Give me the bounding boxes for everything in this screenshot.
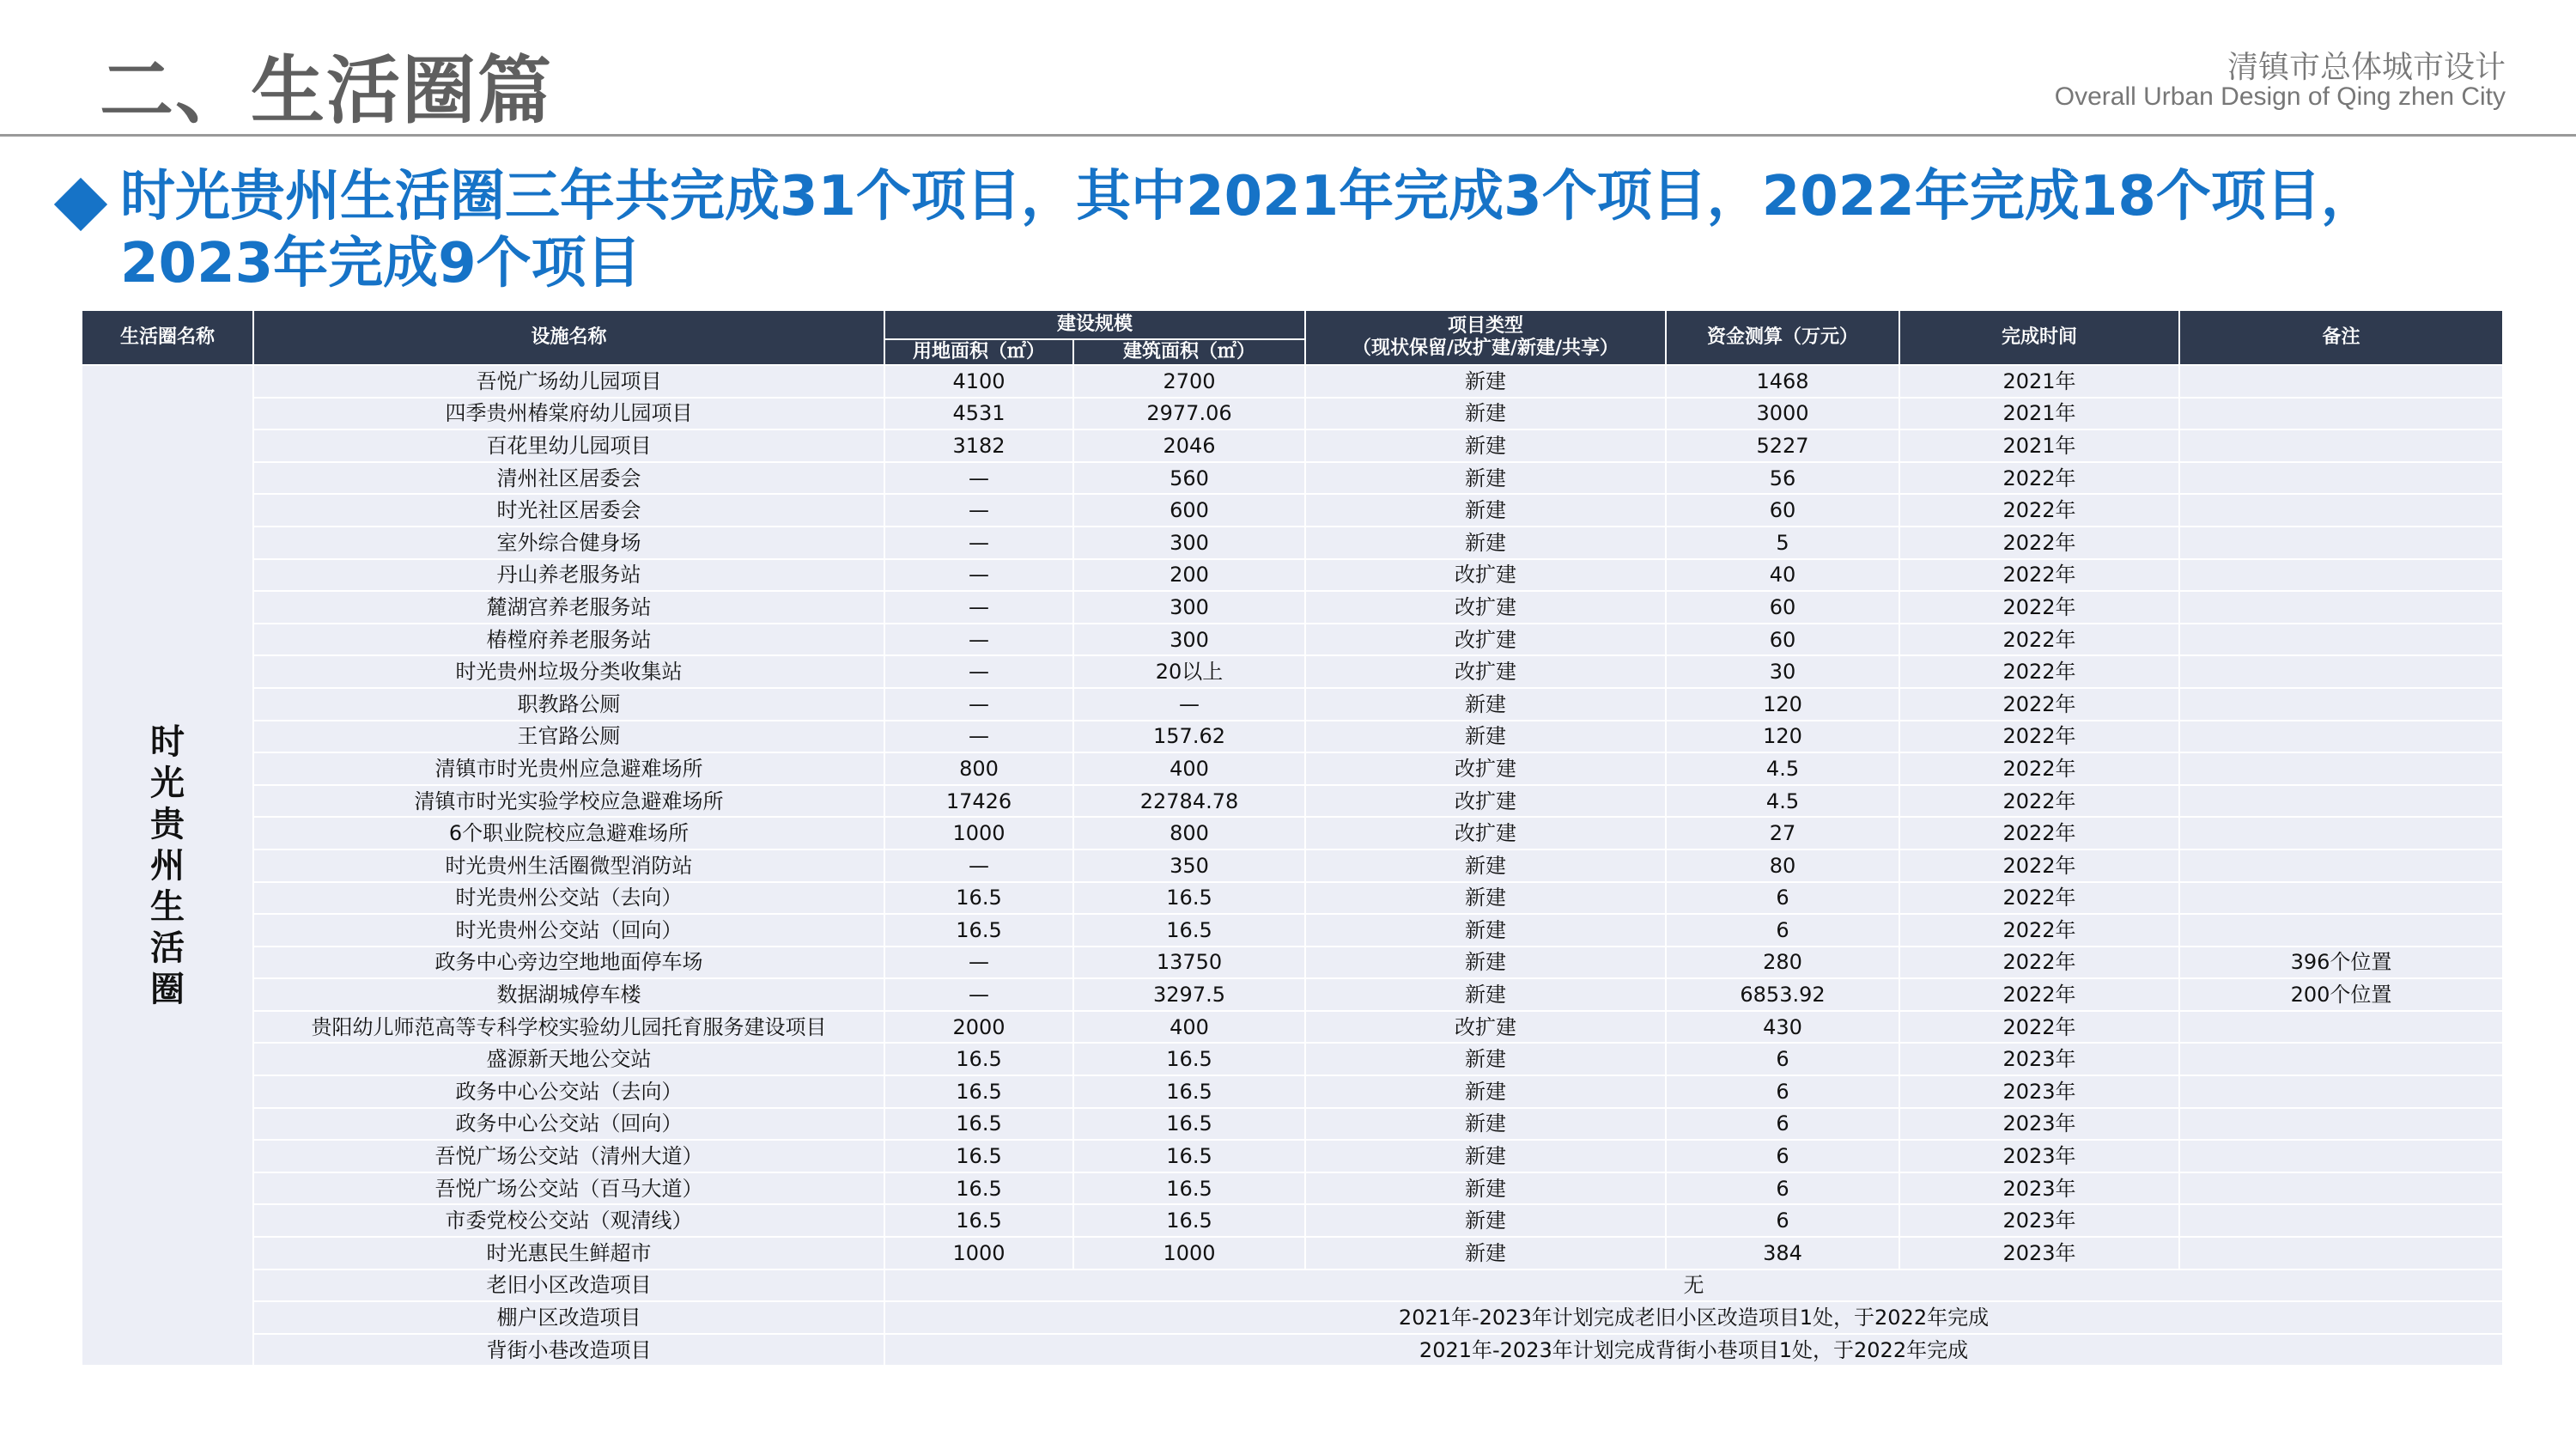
building-area-cell: 16.5 (1073, 1204, 1305, 1237)
building-area-cell: 600 (1073, 494, 1305, 527)
project-type-cell: 新建 (1305, 1237, 1666, 1269)
completion-year-cell: 2022年 (1899, 785, 2179, 818)
table-row (82, 462, 2503, 495)
document-title-chinese: 清镇市总体城市设计 (2227, 50, 2506, 85)
project-type-cell: 新建 (1305, 365, 1666, 398)
headline-text: 时光贵州生活圈三年共完成31个项目，其中2021年完成3个项目，2022年完成18个项目，2023年完成9个项目 (120, 165, 2376, 295)
remark-cell (2179, 688, 2503, 721)
project-type-cell: 新建 (1305, 462, 1666, 495)
facility-name-cell: 政务中心旁边空地地面停车场 (253, 947, 884, 979)
completion-year-cell: 2022年 (1899, 849, 2179, 882)
remark-cell (2179, 914, 2503, 947)
completion-year-cell: 2023年 (1899, 1204, 2179, 1237)
remark-cell (2179, 462, 2503, 495)
table-row (82, 882, 2503, 915)
funds-cell: 6 (1666, 1108, 1899, 1141)
project-type-cell: 新建 (1305, 688, 1666, 721)
funds-cell: 60 (1666, 494, 1899, 527)
facility-name-cell: 麓湖宫养老服务站 (253, 591, 884, 624)
funds-cell: 5 (1666, 527, 1899, 559)
funds-cell: 6 (1666, 1140, 1899, 1172)
building-area-cell: 20以上 (1073, 655, 1305, 688)
completion-year-cell: 2021年 (1899, 398, 2179, 430)
land-area-cell: 3182 (884, 429, 1073, 462)
land-area-cell: 16.5 (884, 1075, 1073, 1108)
facility-name-cell: 政务中心公交站（回向） (253, 1108, 884, 1141)
land-area-cell: — (884, 591, 1073, 624)
project-type-cell: 新建 (1305, 978, 1666, 1011)
table-row (82, 947, 2503, 979)
header-project-type (1305, 310, 1666, 365)
building-area-cell: 200 (1073, 559, 1305, 592)
funds-cell: 6 (1666, 1043, 1899, 1075)
facility-name-cell: 时光社区居委会 (253, 494, 884, 527)
header-circle-name: 生活圈名称 (82, 310, 253, 365)
header-remarks: 备注 (2179, 310, 2503, 365)
remark-cell (2179, 752, 2503, 785)
header-project-type-line2: （现状保留/改扩建/新建/共享） (1352, 338, 1619, 359)
facility-name-cell: 市委党校公交站（观清线） (253, 1204, 884, 1237)
table-row (82, 849, 2503, 882)
table-row (82, 978, 2503, 1011)
land-area-cell: 16.5 (884, 1204, 1073, 1237)
remark-cell (2179, 1108, 2503, 1141)
facility-name-cell: 四季贵州椿棠府幼儿园项目 (253, 398, 884, 430)
table-row (82, 1011, 2503, 1044)
land-area-cell: 16.5 (884, 1172, 1073, 1205)
facility-name-cell: 百花里幼儿园项目 (253, 429, 884, 462)
remark-cell: 200个位置 (2179, 978, 2503, 1011)
merged-description-cell: 无 (884, 1269, 2503, 1302)
project-type-cell: 新建 (1305, 849, 1666, 882)
completion-year-cell: 2023年 (1899, 1172, 2179, 1205)
building-area-cell: — (1073, 688, 1305, 721)
completion-year-cell: 2021年 (1899, 365, 2179, 398)
funds-cell: 6 (1666, 882, 1899, 915)
merged-description-cell: 2021年-2023年计划完成背街小巷项目1处，于2022年完成 (884, 1334, 2503, 1367)
project-type-cell: 改扩建 (1305, 559, 1666, 592)
facility-name-cell: 吾悦广场公交站（百马大道） (253, 1172, 884, 1205)
land-area-cell: 16.5 (884, 1140, 1073, 1172)
completion-year-cell: 2022年 (1899, 462, 2179, 495)
project-table-container (81, 309, 2502, 1367)
project-type-cell: 新建 (1305, 914, 1666, 947)
table-row (82, 591, 2503, 624)
funds-cell: 60 (1666, 591, 1899, 624)
completion-year-cell: 2021年 (1899, 429, 2179, 462)
funds-cell: 40 (1666, 559, 1899, 592)
funds-cell: 1468 (1666, 365, 1899, 398)
remark-cell (2179, 429, 2503, 462)
table-row (82, 817, 2503, 849)
land-area-cell: — (884, 494, 1073, 527)
circle-name-cell (82, 365, 253, 1366)
funds-cell: 4.5 (1666, 752, 1899, 785)
building-area-cell: 3297.5 (1073, 978, 1305, 1011)
merged-description-cell: 2021年-2023年计划完成老旧小区改造项目1处，于2022年完成 (884, 1301, 2503, 1334)
funds-cell: 6853.92 (1666, 978, 1899, 1011)
funds-cell: 3000 (1666, 398, 1899, 430)
funds-cell: 280 (1666, 947, 1899, 979)
header-construction-scale: 建设规模 (884, 310, 1305, 339)
building-area-cell: 350 (1073, 849, 1305, 882)
building-area-cell: 16.5 (1073, 1075, 1305, 1108)
building-area-cell: 157.62 (1073, 721, 1305, 753)
project-type-cell: 新建 (1305, 1075, 1666, 1108)
table-row (82, 1204, 2503, 1237)
facility-name-cell: 职教路公厕 (253, 688, 884, 721)
building-area-cell: 300 (1073, 527, 1305, 559)
table-row (82, 1043, 2503, 1075)
facility-name-cell: 吾悦广场幼儿园项目 (253, 365, 884, 398)
project-type-cell: 改扩建 (1305, 624, 1666, 656)
funds-cell: 6 (1666, 1204, 1899, 1237)
land-area-cell: 1000 (884, 1237, 1073, 1269)
remark-cell (2179, 721, 2503, 753)
land-area-cell: 800 (884, 752, 1073, 785)
project-type-cell: 新建 (1305, 429, 1666, 462)
project-type-cell: 新建 (1305, 1108, 1666, 1141)
funds-cell: 27 (1666, 817, 1899, 849)
facility-name-cell: 清镇市时光实验学校应急避难场所 (253, 785, 884, 818)
remark-cell (2179, 494, 2503, 527)
land-area-cell: — (884, 462, 1073, 495)
building-area-cell: 13750 (1073, 947, 1305, 979)
land-area-cell: — (884, 624, 1073, 656)
land-area-cell: 2000 (884, 1011, 1073, 1044)
project-type-cell: 新建 (1305, 882, 1666, 915)
remark-cell (2179, 882, 2503, 915)
building-area-cell: 560 (1073, 462, 1305, 495)
table-row (82, 1172, 2503, 1205)
completion-year-cell: 2022年 (1899, 882, 2179, 915)
building-area-cell: 1000 (1073, 1237, 1305, 1269)
completion-year-cell: 2022年 (1899, 591, 2179, 624)
remark-cell (2179, 655, 2503, 688)
land-area-cell: 17426 (884, 785, 1073, 818)
circle-name-text: 时光贵州生活圈 (150, 721, 185, 1009)
header-building-area: 建筑面积（㎡） (1073, 339, 1305, 365)
completion-year-cell: 2022年 (1899, 1011, 2179, 1044)
building-area-cell: 16.5 (1073, 1172, 1305, 1205)
facility-name-cell: 时光贵州公交站（回向） (253, 914, 884, 947)
project-type-cell: 新建 (1305, 721, 1666, 753)
land-area-cell: 16.5 (884, 1108, 1073, 1141)
headline-block (62, 163, 2500, 297)
funds-cell: 384 (1666, 1237, 1899, 1269)
land-area-cell: — (884, 849, 1073, 882)
funds-cell: 120 (1666, 688, 1899, 721)
completion-year-cell: 2022年 (1899, 527, 2179, 559)
header-divider (0, 134, 2576, 137)
table-row (82, 752, 2503, 785)
table-row (82, 1237, 2503, 1269)
facility-name-cell: 政务中心公交站（去向） (253, 1075, 884, 1108)
facility-name-cell: 背街小巷改造项目 (253, 1334, 884, 1367)
facility-name-cell: 椿樘府养老服务站 (253, 624, 884, 656)
building-area-cell: 22784.78 (1073, 785, 1305, 818)
building-area-cell: 300 (1073, 591, 1305, 624)
table-row (82, 365, 2503, 398)
completion-year-cell: 2022年 (1899, 914, 2179, 947)
project-type-cell: 改扩建 (1305, 752, 1666, 785)
funds-cell: 80 (1666, 849, 1899, 882)
completion-year-cell: 2022年 (1899, 978, 2179, 1011)
table-row (82, 1108, 2503, 1141)
remark-cell (2179, 591, 2503, 624)
facility-name-cell: 时光贵州公交站（去向） (253, 882, 884, 915)
remark-cell (2179, 527, 2503, 559)
funds-cell: 30 (1666, 655, 1899, 688)
facility-name-cell: 室外综合健身场 (253, 527, 884, 559)
project-type-cell: 改扩建 (1305, 817, 1666, 849)
remark-cell (2179, 1204, 2503, 1237)
table-row (82, 429, 2503, 462)
project-type-cell: 新建 (1305, 1204, 1666, 1237)
land-area-cell: — (884, 655, 1073, 688)
section-title: 二、生活圈篇 (100, 48, 553, 134)
land-area-cell: — (884, 978, 1073, 1011)
remark-cell (2179, 1075, 2503, 1108)
facility-name-cell: 王官路公厕 (253, 721, 884, 753)
building-area-cell: 400 (1073, 1011, 1305, 1044)
completion-year-cell: 2023年 (1899, 1043, 2179, 1075)
table-row-merged (82, 1301, 2503, 1334)
building-area-cell: 300 (1073, 624, 1305, 656)
land-area-cell: — (884, 721, 1073, 753)
facility-name-cell: 丹山养老服务站 (253, 559, 884, 592)
header-land-area: 用地面积（㎡） (884, 339, 1073, 365)
facility-name-cell: 棚户区改造项目 (253, 1301, 884, 1334)
remark-cell: 396个位置 (2179, 947, 2503, 979)
project-type-cell: 改扩建 (1305, 1011, 1666, 1044)
project-type-cell: 新建 (1305, 947, 1666, 979)
funds-cell: 5227 (1666, 429, 1899, 462)
header-completion-time: 完成时间 (1899, 310, 2179, 365)
document-title-english: Overall Urban Design of Qing zhen City (2054, 82, 2506, 111)
building-area-cell: 16.5 (1073, 1043, 1305, 1075)
table-row (82, 914, 2503, 947)
project-type-cell: 新建 (1305, 1043, 1666, 1075)
facility-name-cell: 盛源新天地公交站 (253, 1043, 884, 1075)
funds-cell: 60 (1666, 624, 1899, 656)
building-area-cell: 16.5 (1073, 882, 1305, 915)
completion-year-cell: 2022年 (1899, 817, 2179, 849)
table-row (82, 785, 2503, 818)
table-row (82, 655, 2503, 688)
remark-cell (2179, 1011, 2503, 1044)
project-table (81, 309, 2504, 1367)
project-type-cell: 新建 (1305, 1140, 1666, 1172)
funds-cell: 4.5 (1666, 785, 1899, 818)
remark-cell (2179, 559, 2503, 592)
funds-cell: 120 (1666, 721, 1899, 753)
remark-cell (2179, 1237, 2503, 1269)
table-row (82, 688, 2503, 721)
table-row (82, 1140, 2503, 1172)
completion-year-cell: 2022年 (1899, 655, 2179, 688)
completion-year-cell: 2022年 (1899, 721, 2179, 753)
table-row (82, 398, 2503, 430)
facility-name-cell: 清州社区居委会 (253, 462, 884, 495)
facility-name-cell: 老旧小区改造项目 (253, 1269, 884, 1302)
completion-year-cell: 2022年 (1899, 624, 2179, 656)
completion-year-cell: 2022年 (1899, 752, 2179, 785)
table-row (82, 624, 2503, 656)
completion-year-cell: 2022年 (1899, 688, 2179, 721)
completion-year-cell: 2022年 (1899, 494, 2179, 527)
facility-name-cell: 时光贵州生活圈微型消防站 (253, 849, 884, 882)
facility-name-cell: 时光惠民生鲜超市 (253, 1237, 884, 1269)
funds-cell: 6 (1666, 914, 1899, 947)
header-funds: 资金测算（万元） (1666, 310, 1899, 365)
remark-cell (2179, 398, 2503, 430)
facility-name-cell: 时光贵州垃圾分类收集站 (253, 655, 884, 688)
land-area-cell: — (884, 688, 1073, 721)
completion-year-cell: 2023年 (1899, 1075, 2179, 1108)
completion-year-cell: 2023年 (1899, 1140, 2179, 1172)
building-area-cell: 16.5 (1073, 1140, 1305, 1172)
table-header (82, 310, 2503, 365)
land-area-cell: 16.5 (884, 914, 1073, 947)
remark-cell (2179, 1172, 2503, 1205)
building-area-cell: 2046 (1073, 429, 1305, 462)
project-type-cell: 新建 (1305, 1172, 1666, 1205)
table-row (82, 527, 2503, 559)
remark-cell (2179, 785, 2503, 818)
building-area-cell: 16.5 (1073, 914, 1305, 947)
diamond-bullet-icon (54, 178, 107, 231)
facility-name-cell: 清镇市时光贵州应急避难场所 (253, 752, 884, 785)
remark-cell (2179, 1043, 2503, 1075)
building-area-cell: 400 (1073, 752, 1305, 785)
project-type-cell: 新建 (1305, 494, 1666, 527)
land-area-cell: 1000 (884, 817, 1073, 849)
table-row-merged (82, 1334, 2503, 1367)
facility-name-cell: 6个职业院校应急避难场所 (253, 817, 884, 849)
building-area-cell: 16.5 (1073, 1108, 1305, 1141)
table-row (82, 721, 2503, 753)
funds-cell: 6 (1666, 1075, 1899, 1108)
building-area-cell: 800 (1073, 817, 1305, 849)
remark-cell (2179, 817, 2503, 849)
completion-year-cell: 2022年 (1899, 947, 2179, 979)
funds-cell: 6 (1666, 1172, 1899, 1205)
project-type-cell: 改扩建 (1305, 655, 1666, 688)
table-body (82, 365, 2503, 1366)
funds-cell: 430 (1666, 1011, 1899, 1044)
header-project-type-line1: 项目类型 (1448, 315, 1524, 337)
table-row (82, 494, 2503, 527)
header-facility-name: 设施名称 (253, 310, 884, 365)
table-row (82, 559, 2503, 592)
table-row (82, 1075, 2503, 1108)
table-row-merged (82, 1269, 2503, 1302)
land-area-cell: — (884, 947, 1073, 979)
land-area-cell: 4531 (884, 398, 1073, 430)
land-area-cell: — (884, 559, 1073, 592)
completion-year-cell: 2022年 (1899, 559, 2179, 592)
project-type-cell: 改扩建 (1305, 785, 1666, 818)
remark-cell (2179, 624, 2503, 656)
building-area-cell: 2977.06 (1073, 398, 1305, 430)
building-area-cell: 2700 (1073, 365, 1305, 398)
completion-year-cell: 2023年 (1899, 1108, 2179, 1141)
funds-cell: 56 (1666, 462, 1899, 495)
completion-year-cell: 2023年 (1899, 1237, 2179, 1269)
land-area-cell: 4100 (884, 365, 1073, 398)
facility-name-cell: 吾悦广场公交站（清州大道） (253, 1140, 884, 1172)
remark-cell (2179, 849, 2503, 882)
land-area-cell: — (884, 527, 1073, 559)
project-type-cell: 改扩建 (1305, 591, 1666, 624)
land-area-cell: 16.5 (884, 1043, 1073, 1075)
facility-name-cell: 贵阳幼儿师范高等专科学校实验幼儿园托育服务建设项目 (253, 1011, 884, 1044)
project-type-cell: 新建 (1305, 398, 1666, 430)
facility-name-cell: 数据湖城停车楼 (253, 978, 884, 1011)
project-type-cell: 新建 (1305, 527, 1666, 559)
remark-cell (2179, 365, 2503, 398)
land-area-cell: 16.5 (884, 882, 1073, 915)
remark-cell (2179, 1140, 2503, 1172)
